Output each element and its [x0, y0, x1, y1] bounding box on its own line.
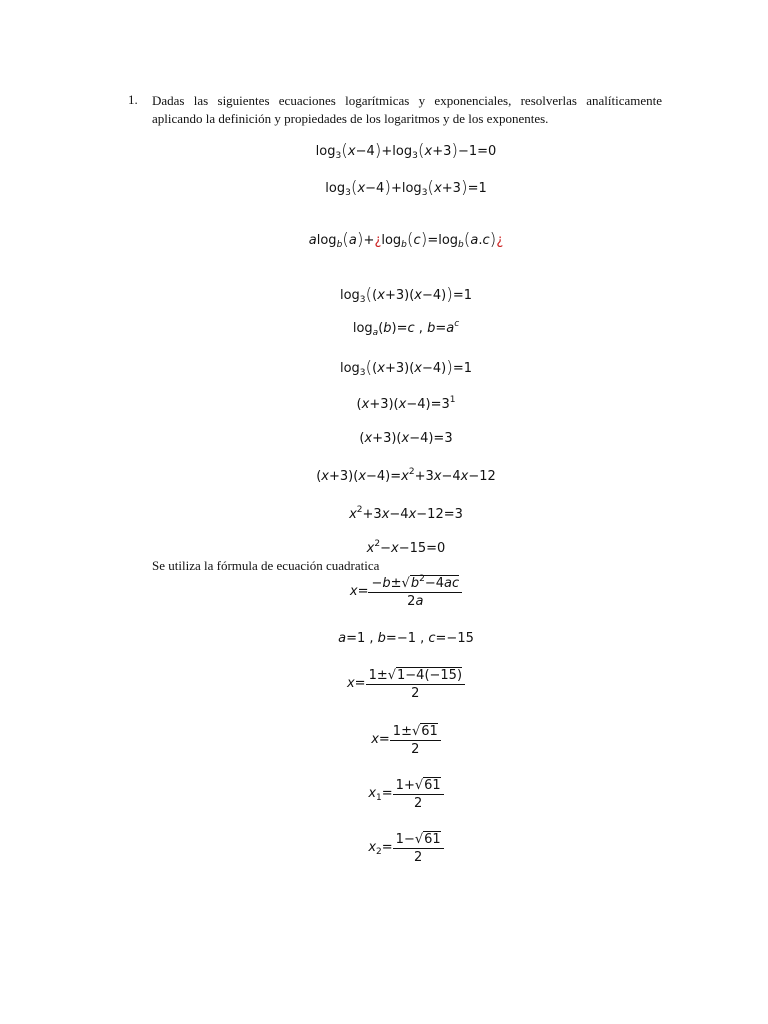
equation-8: (x+3)(x−4)=3	[359, 431, 453, 446]
equation-9: $(x+3)(x-4)=x^2+3x-4x-12$	[316, 467, 496, 484]
statement-line-2: aplicando la definición y propiedades de los logaritmos y de los exponentes.	[152, 111, 549, 126]
equation-7: $(x+3)(x-4)=3^1$	[356, 395, 456, 412]
log-definition: $\log_a(b)=c$ , $b=a^c$	[352, 319, 460, 338]
simplified-solution: x= $\frac{1\pm√61}{2}$	[0, 723, 768, 756]
solution-x1: $x_1=$ $\frac{1+√61}{2}$	[0, 777, 768, 810]
equation-11: $x^2-x-15=0$	[366, 539, 446, 556]
quadratic-formula-note: Se utiliza la fórmula de ecuación cuadratica	[152, 558, 380, 573]
equation-1: $\log_3(x-4)+\log_3(x+3)-1=0$	[315, 141, 497, 161]
statement-line-1: Dadas las siguientes ecuaciones logarítmicas y exponenciales, resolverlas analíticamente	[152, 93, 662, 108]
equation-10: $x^2+3x-4x-12=3$	[349, 505, 463, 522]
item-number: 1.	[128, 92, 138, 107]
log-product-property: $alog_b(a)+¿\log_b(c)=\log_b(a.c)¿$	[308, 230, 504, 250]
equation-2: $\log_3(x-4)+\log_3(x+3)=1$	[325, 178, 487, 198]
equation-4: $\log_3((x+3)(x-4))=1$	[339, 285, 473, 305]
equation-6: $\log_3((x+3)(x-4))=1$	[339, 358, 473, 378]
exercise-statement	[152, 92, 662, 128]
encoding-glyph: ¿	[374, 233, 382, 248]
solution-x2: $x_2=$ $\frac{1-√61}{2}$	[0, 831, 768, 864]
substitution: x= $\frac{1\pm√1-4(-15)}{2}$	[0, 667, 768, 700]
quadratic-formula: x= $\frac{-b\pm√b^2-4ac}{2a}$	[0, 575, 768, 608]
coefficients: a=1 , b=−1 , c=−15	[338, 631, 474, 646]
encoding-glyph: ¿	[496, 233, 504, 248]
